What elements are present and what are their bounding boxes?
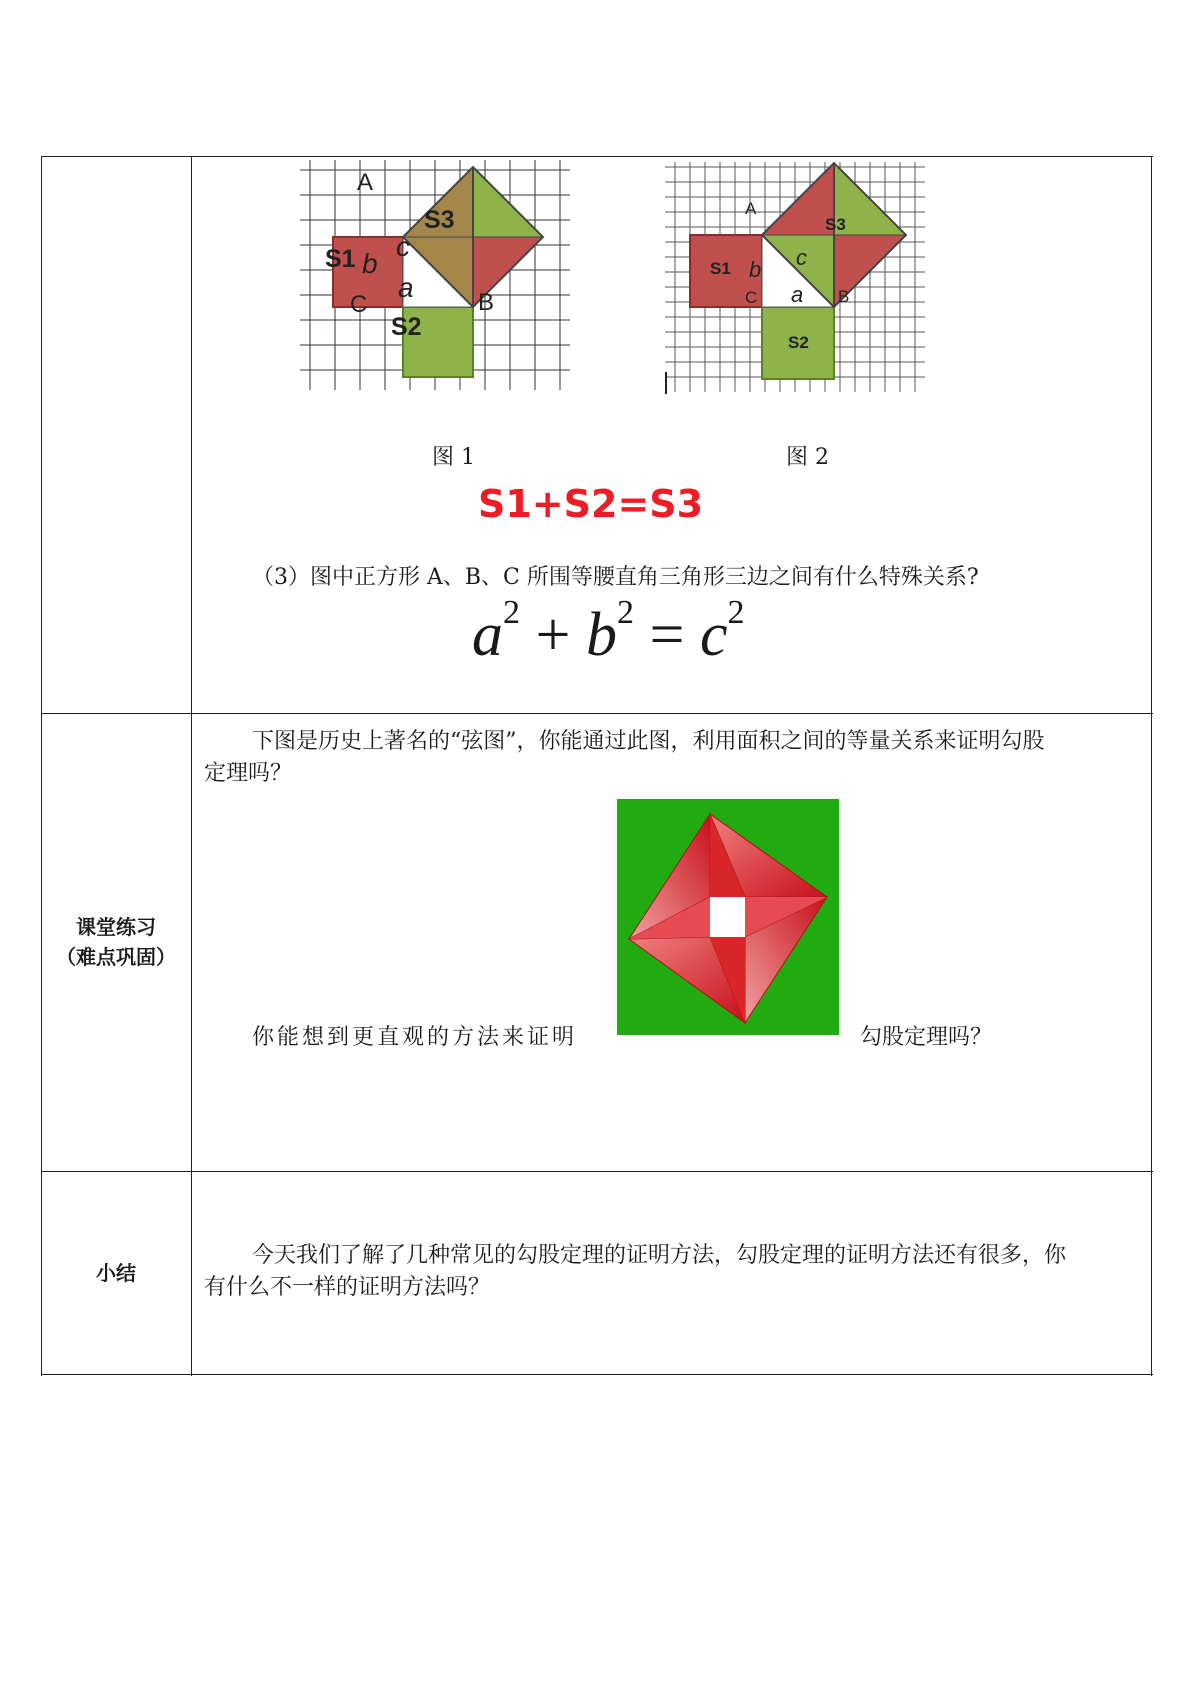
fig2-label-a: a — [791, 282, 804, 307]
fig2-label-c: c — [796, 245, 807, 270]
row-label-practice — [41, 912, 191, 972]
question-3: （3）图中正方形 A、B、C 所围等腰直角三角形三边之间有什么特殊关系? — [252, 565, 979, 590]
fig1-label-c: c — [396, 231, 410, 262]
formula-b-exp: 2 — [616, 594, 634, 631]
fig1-label-b: b — [362, 248, 378, 279]
formula-c: c — [699, 601, 728, 669]
summary-line2: 有什么不一样的证明方法吗？ — [204, 1275, 491, 1300]
fig2-label-B: B — [838, 287, 850, 306]
fig2-label-C: C — [745, 288, 758, 307]
row-label-practice-line1: 课堂练习 — [76, 915, 156, 939]
pythagorean-formula — [472, 594, 745, 671]
formula-plus: + — [535, 601, 571, 669]
chord-diagram — [617, 799, 839, 1035]
practice-paragraph-line1: 下图是历史上著名的“弦图”，你能通过此图，利用面积之间的等量关系来证明勾股 — [252, 729, 1045, 754]
fig2-label-S2: S2 — [788, 333, 809, 352]
table-border-bottom — [41, 1374, 1153, 1375]
fig1-label-a: a — [398, 272, 414, 303]
practice-paragraph-line2: 定理吗？ — [204, 761, 293, 786]
fig2-label-A: A — [745, 199, 757, 218]
figure-2-caption: 图 2 — [786, 445, 829, 470]
formula-equals: = — [649, 601, 685, 669]
table-border-left — [41, 156, 42, 1376]
figure-1-caption: 图 1 — [432, 445, 475, 470]
fig2-label-b: b — [749, 257, 762, 282]
row-label-summary: 小结 — [96, 1261, 136, 1285]
practice-question-right: 勾股定理吗？ — [860, 1025, 993, 1050]
chord-center-square — [710, 897, 745, 937]
practice-question-left: 你能想到更直观的方法来证明 — [252, 1025, 578, 1050]
fig2-label-S3: S3 — [825, 215, 846, 234]
table-border-top — [41, 156, 1153, 157]
formula-c-exp: 2 — [727, 594, 745, 631]
fig2-label-S1: S1 — [710, 259, 731, 278]
formula-a-exp: 2 — [503, 594, 520, 631]
formula-a: a — [472, 601, 503, 669]
area-equation: S1+S2=S3 — [478, 482, 704, 526]
column-divider — [191, 156, 192, 1376]
fig1-label-S2: S2 — [391, 313, 422, 341]
row-divider-2 — [41, 1171, 1153, 1172]
figure-1-diagram — [300, 160, 570, 390]
fig2-cursor-mark — [665, 372, 667, 394]
fig1-label-B: B — [478, 289, 495, 316]
table-border-right — [1151, 156, 1152, 1376]
row-label-practice-line2: （难点巩固） — [56, 945, 176, 969]
fig1-label-S3: S3 — [424, 206, 455, 234]
figure-2-diagram — [665, 162, 925, 397]
summary-line1: 今天我们了解了几种常见的勾股定理的证明方法，勾股定理的证明方法还有很多，你 — [252, 1243, 1067, 1268]
fig1-label-S1: S1 — [325, 245, 356, 273]
fig1-label-A: A — [357, 169, 374, 196]
fig1-label-C: C — [350, 291, 368, 318]
row-divider-1 — [41, 713, 1153, 714]
formula-b: b — [585, 601, 617, 669]
